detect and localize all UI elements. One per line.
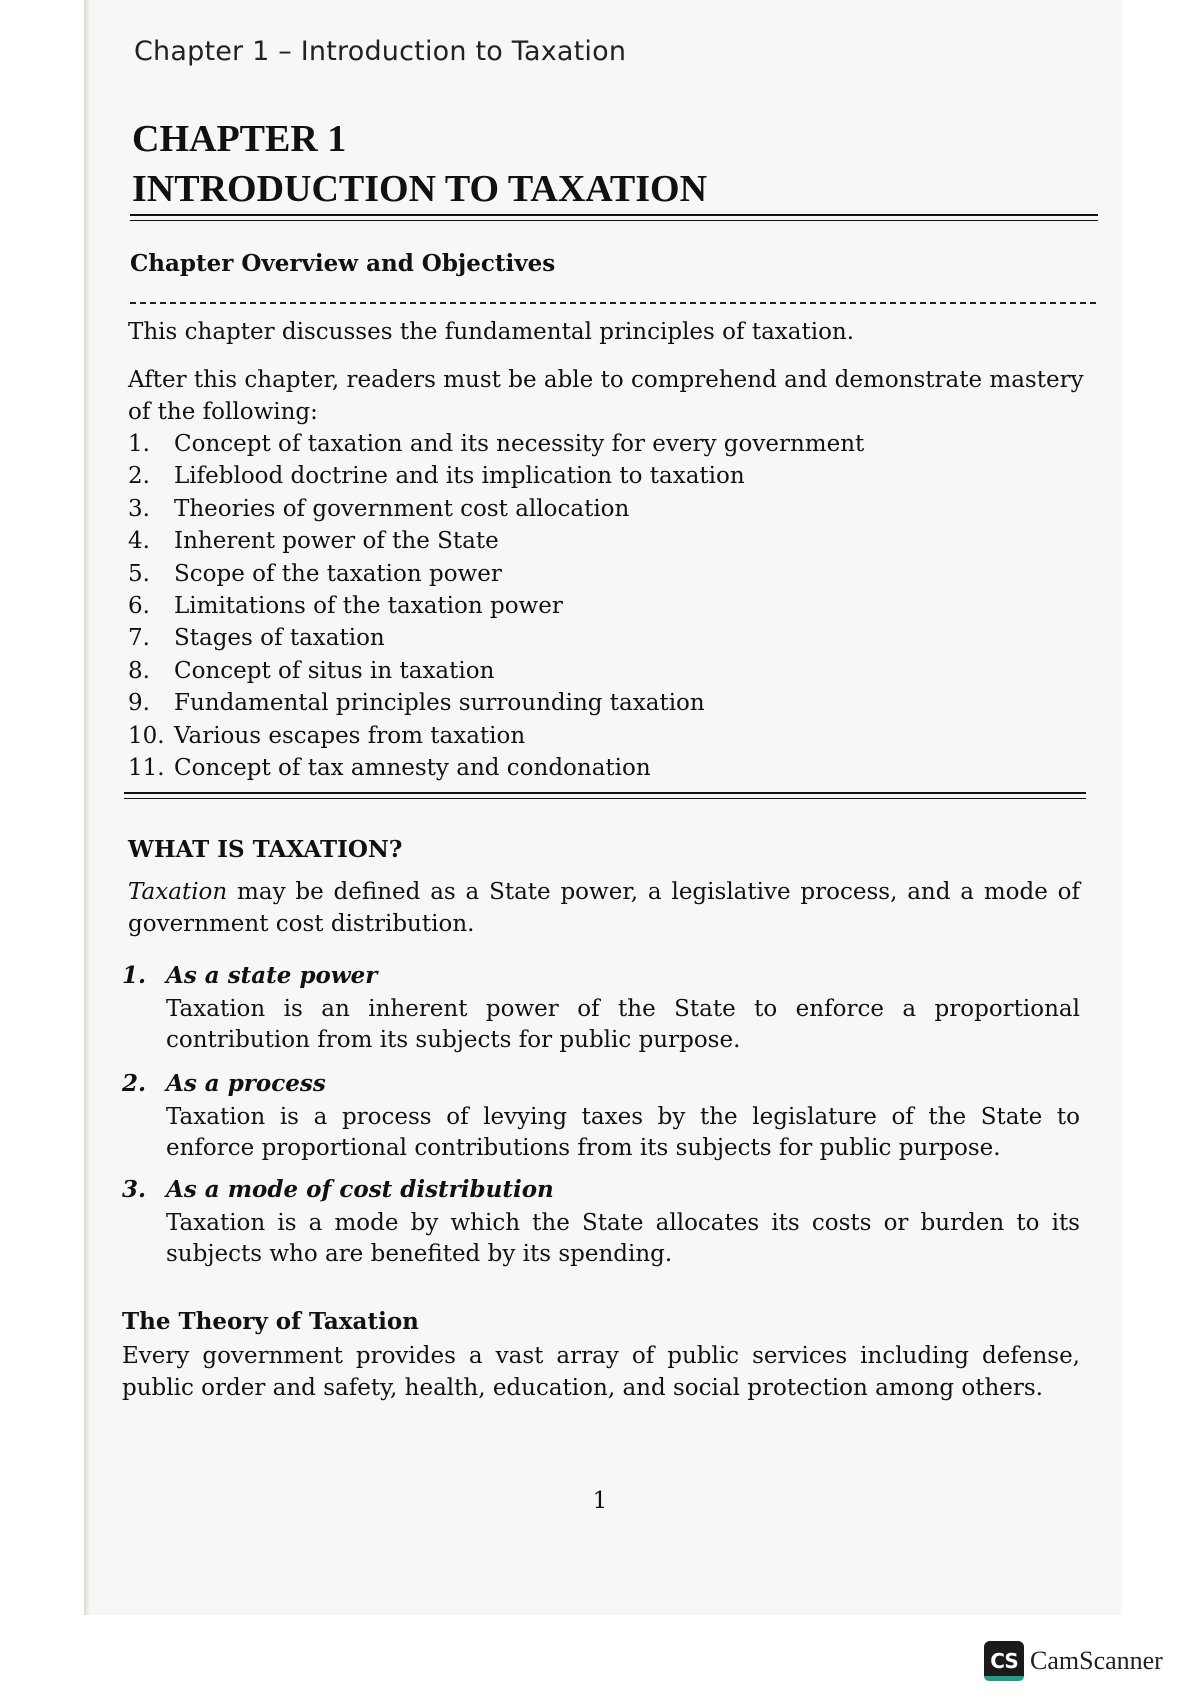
- item-number: 8.: [128, 657, 150, 684]
- item-number: 4.: [128, 528, 150, 555]
- item-text: Various escapes from taxation: [174, 722, 526, 749]
- item-text: Inherent power of the State: [174, 528, 499, 555]
- item-body: Taxation is a process of levying taxes by the legislature of the State to enforce proportional contributions from its subjects for public purpose.: [166, 1104, 1080, 1161]
- overview-intro: This chapter discusses the fundamental principles of taxation.: [128, 319, 855, 345]
- item-number: 11.: [128, 754, 165, 781]
- overview-lead: After this chapter, readers must be able to comprehend and demonstrate mastery of the following:: [128, 367, 1084, 425]
- item-text: Limitations of the taxation power: [174, 592, 563, 619]
- title-rule: [130, 214, 1098, 221]
- item-number: 2.: [128, 463, 150, 490]
- item-number: 5.: [128, 560, 150, 587]
- item-number: 1.: [122, 962, 147, 989]
- list-item: [128, 525, 864, 557]
- item-number: 7.: [128, 625, 150, 652]
- list-item: [128, 687, 864, 719]
- page-number: 1: [592, 1488, 608, 1514]
- item-text: Fundamental principles surrounding taxation: [174, 690, 705, 717]
- page-edge-shadow: [84, 0, 90, 1615]
- overview-heading: Chapter Overview and Objectives: [130, 250, 556, 277]
- theory-body: Every government provides a vast array of public services including defense, public order and safety, health, education, and social protection among others.: [122, 1343, 1080, 1401]
- item-text: Concept of situs in taxation: [174, 657, 495, 684]
- item-number: 3.: [128, 495, 150, 522]
- list-item: [128, 428, 864, 460]
- item-number: 1.: [128, 431, 150, 457]
- objectives-list: [128, 428, 864, 784]
- item-body: Taxation is an inherent power of the State to enforce a proportional contribution from its subjects for public purpose.: [166, 996, 1080, 1053]
- list-item: [128, 655, 864, 687]
- chapter-title: [132, 114, 707, 214]
- dashed-rule: [130, 302, 1096, 304]
- list-item: [128, 752, 864, 784]
- item-body: Taxation is a mode by which the State allocates its costs or burden to its subjects who are benefited by its spending.: [166, 1210, 1080, 1267]
- item-heading: As a state power: [166, 962, 378, 989]
- list-item: [128, 460, 864, 492]
- definition-text: may be defined as a State power, a legislative process, and a mode of government cost distribution.: [128, 879, 1080, 937]
- objectives-rule: [124, 792, 1086, 799]
- item-heading: As a mode of cost distribution: [166, 1176, 554, 1203]
- chapter-number: CHAPTER 1: [132, 118, 347, 160]
- list-item: [128, 558, 864, 590]
- running-head: Chapter 1 – Introduction to Taxation: [134, 36, 627, 67]
- item-number: 6.: [128, 592, 150, 619]
- item-text: Concept of taxation and its necessity for every government: [174, 431, 865, 457]
- item-text: Stages of taxation: [174, 625, 385, 652]
- chapter-name: INTRODUCTION TO TAXATION: [132, 168, 708, 210]
- item-number: 2.: [122, 1070, 147, 1097]
- item-number: 10.: [128, 722, 165, 749]
- theory-heading: The Theory of Taxation: [122, 1308, 419, 1335]
- defined-term: Taxation: [128, 879, 228, 905]
- taxation-definition: [128, 876, 1080, 940]
- list-item: [128, 590, 864, 622]
- item-number: 9.: [128, 690, 150, 717]
- item-number: 3.: [122, 1176, 147, 1203]
- camscanner-brand: CamScanner: [1030, 1646, 1163, 1675]
- item-text: Scope of the taxation power: [174, 560, 502, 587]
- item-text: Theories of government cost allocation: [174, 495, 630, 522]
- list-item: [128, 622, 864, 654]
- what-is-heading: WHAT IS TAXATION?: [128, 836, 403, 863]
- camscanner-logo: CS: [984, 1641, 1024, 1681]
- item-heading: As a process: [166, 1070, 326, 1097]
- list-item: [128, 720, 864, 752]
- item-text: Lifeblood doctrine and its implication to taxation: [174, 463, 745, 490]
- item-text: Concept of tax amnesty and condonation: [174, 754, 651, 781]
- list-item: [128, 493, 864, 525]
